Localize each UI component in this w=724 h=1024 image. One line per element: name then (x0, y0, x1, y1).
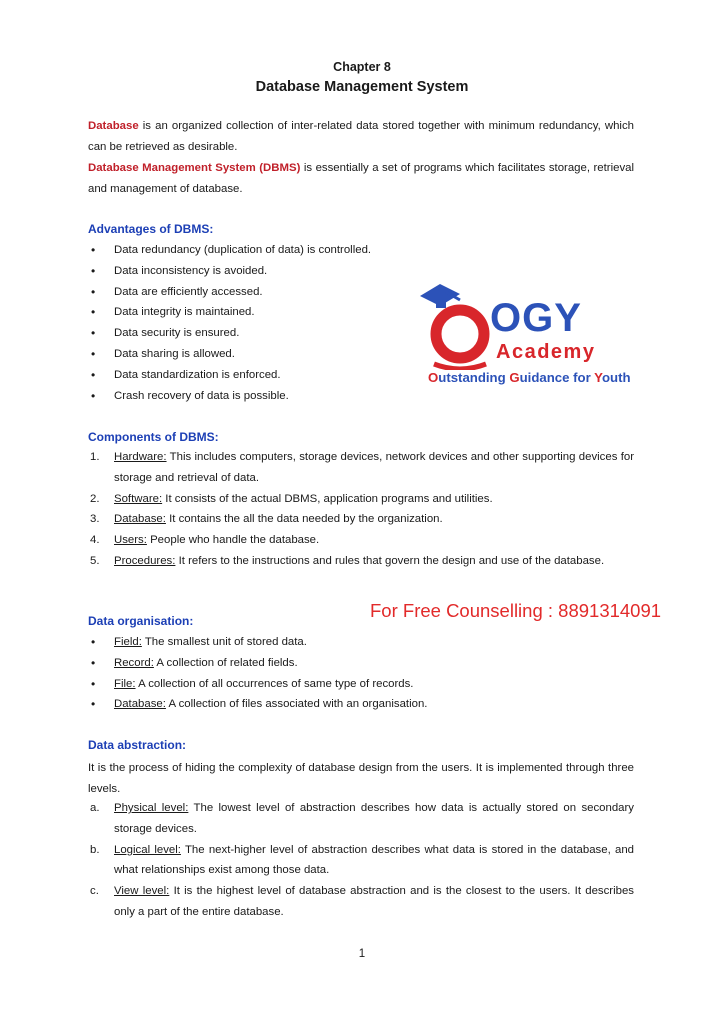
tagline-initial: Y (594, 370, 602, 385)
list-item (88, 489, 634, 510)
ogy-academy-logo (416, 282, 631, 392)
list-item: • Data standardization is enforced. (88, 365, 418, 386)
component-text: It refers to the instructions and rules that govern the design and use of the database. (175, 554, 605, 567)
dbms-term: Database Management System (DBMS) (88, 162, 301, 174)
list-item: • Data integrity is maintained. (88, 302, 418, 323)
list-marker: c. (90, 885, 99, 898)
component-term: Hardware: (114, 451, 167, 463)
list-item: • Data redundancy (duplication of data) is controlled. (88, 240, 418, 261)
database-term: Database (88, 120, 139, 132)
abstraction-text: The lowest level of abstraction describes how data is actually stored on secondary storage devices. (114, 802, 634, 835)
logo-tagline (428, 370, 631, 385)
organisation-heading: Data organisation: (88, 614, 194, 628)
list-item: • Crash recovery of data is possible. (88, 386, 418, 407)
list-item (88, 694, 634, 715)
list-item (88, 674, 634, 695)
dbms-definition (88, 158, 634, 200)
dbms-def-text: is essentially a set of programs which facilitates storage, retrieval and management of database. (88, 162, 635, 195)
components-heading: Components of DBMS: (88, 430, 219, 444)
abstraction-list (88, 798, 634, 923)
component-text: This includes computers, storage devices, network devices and other supporting devices for storage and retrieval of data. (114, 451, 634, 484)
list-item: • Data sharing is allowed. (88, 344, 418, 365)
component-term: Software: (114, 492, 163, 505)
list-marker: 5. (90, 554, 100, 567)
organisation-text: A collection of files associated with an organisation. (165, 698, 428, 711)
tagline-word: for (573, 370, 591, 385)
list-item: • Data security is ensured. (88, 323, 418, 344)
list-item (88, 509, 634, 530)
organisation-text: A collection of related fields. (153, 656, 298, 669)
component-term: Procedures: (114, 554, 176, 567)
database-def-text: is an organized collection of inter-related data stored together with minimum redundancy, which can be retrieved as desirable. (88, 120, 634, 153)
tagline-initial: O (428, 370, 439, 385)
counselling-banner: For Free Counselling : 8891314091 (370, 600, 662, 621)
tagline-word: uidance (519, 370, 570, 385)
database-definition (88, 116, 634, 158)
logo-academy-text: Academy (496, 341, 596, 363)
list-marker: 1. (90, 451, 100, 463)
organisation-text: The smallest unit of stored data. (141, 636, 307, 648)
list-marker: 3. (90, 513, 100, 526)
abstraction-term: Logical level: (114, 843, 181, 856)
abstraction-text: It is the highest level of database abstraction and is the closest to the users. It describes only a part of the entire database. (114, 885, 634, 918)
abstraction-intro: It is the process of hiding the complexity of database design from the users. It is implemented through three levels. (88, 762, 634, 795)
graduation-logo-icon (416, 282, 496, 370)
abstraction-heading: Data abstraction: (88, 738, 187, 752)
abstraction-text: The next-higher level of abstraction describes what data is stored in the database, and what relationships exist among those data. (114, 843, 634, 877)
list-marker: 2. (90, 492, 100, 505)
advantages-list (88, 240, 418, 406)
component-text: People who handle the database. (146, 534, 320, 547)
tagline-initial: G (509, 370, 520, 385)
tagline-word: utstanding (438, 370, 506, 385)
component-text: It consists of the actual DBMS, application programs and utilities. (162, 492, 493, 505)
tagline-word: outh (601, 370, 631, 385)
component-term: Database: (114, 513, 166, 526)
organisation-text: A collection of all occurrences of same type of records. (135, 677, 414, 690)
organisation-list (88, 632, 634, 715)
list-item (88, 632, 634, 653)
list-item (88, 447, 634, 489)
organisation-term: Field: (114, 636, 142, 648)
list-marker: 4. (90, 534, 100, 547)
logo-brand-text: OGY (490, 296, 582, 340)
organisation-term: Record: (114, 656, 154, 669)
list-item (88, 840, 634, 882)
components-list (88, 447, 634, 572)
organisation-term: File: (114, 677, 136, 690)
list-item: • Data inconsistency is avoided. (88, 261, 418, 282)
organisation-term: Database: (114, 698, 166, 711)
list-item (88, 881, 634, 923)
abstraction-term: View level: (114, 885, 170, 898)
list-item (88, 551, 634, 572)
abstraction-term: Physical level: (114, 802, 189, 814)
component-term: Users: (114, 534, 147, 547)
list-item: • Data are efficiently accessed. (88, 282, 418, 303)
chapter-label: Chapter 8 (333, 60, 391, 74)
list-item (88, 653, 634, 674)
page-title: Database Management System (255, 79, 469, 95)
page-number: 1 (358, 948, 366, 960)
advantages-heading: Advantages of DBMS: (88, 222, 214, 236)
list-marker: a. (90, 802, 100, 814)
component-text: It contains the all the data needed by the organization. (165, 513, 443, 526)
list-marker: b. (90, 843, 100, 856)
list-item (88, 798, 634, 840)
list-item (88, 530, 634, 551)
